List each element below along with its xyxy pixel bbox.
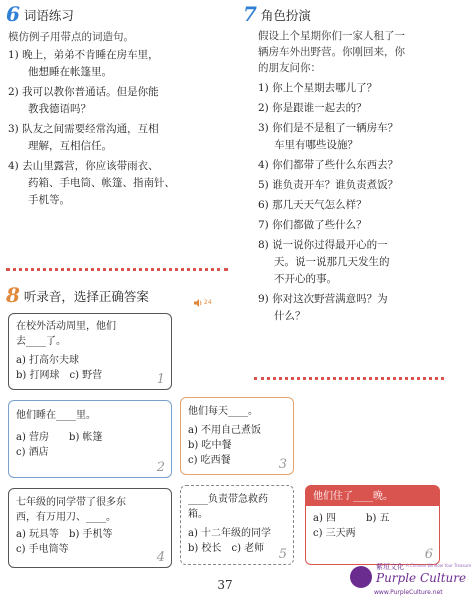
watermark-brand: Purple Culture xyxy=(376,571,467,585)
list-item: 1) 你上个星期去哪儿了？ xyxy=(258,82,378,94)
watermark-tagline: A Chinese Window Your Treasure xyxy=(406,563,471,568)
section-7-title: 角色扮演 xyxy=(260,8,311,23)
list-item: 车里有哪些设施？ xyxy=(274,139,358,151)
list-item: 5) 谁负责开车？谁负责煮饭？ xyxy=(258,179,399,191)
question-box-4 xyxy=(8,488,172,568)
section-7-heading xyxy=(243,4,311,24)
section-7-number: 7 xyxy=(243,2,257,26)
watermark xyxy=(350,562,471,602)
answer-options: a) 打高尔夫球 b) 打网球 c) 野营 xyxy=(16,355,103,381)
box-number: 6 xyxy=(424,547,433,562)
list-item: 3) 你们是不是租了一辆房车？ xyxy=(258,122,399,134)
section-7-list xyxy=(258,80,398,325)
audio-page-ref: 24 xyxy=(204,299,212,306)
list-item: 天。说一说那几天发生的 xyxy=(274,256,390,268)
watermark-cn: 紫垣文化 xyxy=(376,563,404,571)
list-item: 9) 你对这次野营满意吗？为 xyxy=(258,293,388,305)
answer-options: a) 玩具等 b) 手机等 c) 手电筒等 xyxy=(16,529,113,555)
list-item: 2) 我可以教你普通话。但是你能 xyxy=(8,86,159,98)
question-box-1 xyxy=(8,313,172,390)
question-text: 他们住了____晚。 xyxy=(306,486,439,506)
answer-options: a) 十二年级的同学 b) 校长 c) 老师 xyxy=(188,528,272,554)
question-box-5 xyxy=(180,485,294,565)
list-item: 药箱、手电筒、帐篷、指南针、 xyxy=(28,177,175,189)
audio-speaker-icon[interactable] xyxy=(194,299,203,307)
section-6-instruction: 模仿例子用带点的词造句。 xyxy=(8,31,134,43)
question-text: 七年级的同学带了很多东 西，有万用刀、____。 xyxy=(16,497,126,523)
question-text: 他们睡在____里。 xyxy=(16,410,96,421)
answer-options: a) 营房 b) 帐篷 c) 酒店 xyxy=(16,432,103,458)
box-number: 1 xyxy=(156,372,165,387)
list-item: 6) 那几天天气怎么样？ xyxy=(258,199,367,211)
list-item: 4) 你们都带了些什么东西去？ xyxy=(258,159,399,171)
list-item: 什么？ xyxy=(274,310,306,322)
list-item: 不开心的事。 xyxy=(274,273,337,285)
list-item: 教我德语吗？ xyxy=(28,103,91,115)
section-divider xyxy=(254,377,444,380)
section-7-instruction: 假设上个星期你们一家人租了一 辆房车外出野营。你刚回来，你 的朋友问你： xyxy=(258,30,405,74)
box-number: 4 xyxy=(156,550,165,565)
list-item: 理解，互相信任。 xyxy=(28,140,112,152)
list-item: 3) 队友之间需要经常沟通，互相 xyxy=(8,123,159,135)
box-number: 3 xyxy=(278,457,287,472)
answer-options: a) 四 b) 五 c) 三天两 xyxy=(313,513,390,539)
section-6-title: 词语练习 xyxy=(23,8,74,23)
list-item: 4) 去山里露营，你应该带雨衣、 xyxy=(8,160,159,172)
section-6-list xyxy=(8,47,175,209)
section-6-number: 6 xyxy=(6,2,20,26)
box-number: 2 xyxy=(156,460,165,475)
list-item: 8) 说一说你过得最开心的一 xyxy=(258,239,388,251)
list-item: 手机等。 xyxy=(28,194,70,206)
answer-options: a) 不用自己煮饭 b) 吃中餐 c) 吃西餐 xyxy=(188,425,262,466)
box-number: 5 xyxy=(278,547,287,562)
list-item: 他想睡在帐篷里。 xyxy=(28,66,112,78)
question-box-2 xyxy=(8,400,172,478)
question-text: ____负责带急救药箱。 xyxy=(188,494,268,520)
section-6-heading xyxy=(6,4,74,24)
question-text: 他们每天____。 xyxy=(188,406,258,417)
page-number: 37 xyxy=(217,578,233,592)
question-box-3 xyxy=(180,397,294,475)
question-box-6 xyxy=(305,485,440,565)
list-item: 7) 你们都做了些什么？ xyxy=(258,219,367,231)
section-8-title: 听录音，选择正确答案 xyxy=(23,289,149,304)
question-text: 在校外活动周里，他们 去____了。 xyxy=(16,321,116,347)
section-8-number: 8 xyxy=(6,283,20,307)
section-divider xyxy=(6,268,228,271)
list-item: 1) 晚上，弟弟不肯睡在房车里， xyxy=(8,49,159,61)
list-item: 2) 你是跟谁一起去的？ xyxy=(258,102,367,114)
watermark-url: www.PurpleCulture.net xyxy=(374,589,443,596)
section-8-heading xyxy=(6,285,149,305)
purple-culture-logo-icon xyxy=(350,566,372,588)
